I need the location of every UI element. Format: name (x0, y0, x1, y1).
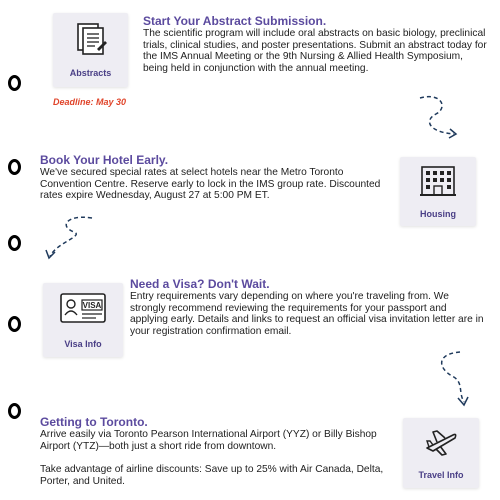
ring-marker-3 (8, 235, 21, 251)
section-body-travel: Arrive easily via Toronto Pearson International Airport (YYZ) or Billy Bishop Airport (YTZ)—both just a short ride from downtown. (40, 429, 377, 452)
card-label-travel: Travel Info (418, 470, 464, 480)
documents-icon (72, 23, 108, 57)
ring-marker-5 (8, 403, 21, 419)
card-label-visa: Visa Info (64, 339, 102, 349)
dashed-arrow-3 (428, 348, 478, 408)
ring-marker-4 (8, 316, 21, 332)
section-body-abstracts: The scientific program will include oral abstracts on basic biology, preclinical trials, clinical studies, and poster presentations. Submit an abstract today for the IMS Annual Meeting or the 9th Nursing & Allied Health Symposium, being held in conjunction with the annual meeting. (143, 28, 487, 74)
card-label-housing: Housing (420, 209, 456, 219)
hotel-building-icon (419, 165, 457, 197)
deadline-note: Deadline: May 30 (53, 97, 127, 107)
section-title-visa[interactable]: Need a Visa? Don't Wait. (130, 277, 270, 291)
section-body-travel-discounts: Take advantage of airline discounts: Save up to 25% with Air Canada, Delta, Porter, and United. (40, 464, 384, 487)
dashed-arrow-2 (38, 212, 98, 262)
airplane-icon (424, 427, 458, 457)
visa-icon-text: VISA (82, 301, 102, 310)
travel-card[interactable] (403, 418, 479, 488)
ring-marker-2 (8, 159, 21, 175)
housing-card[interactable] (400, 157, 476, 226)
section-body-visa: Entry requirements vary depending on where you're traveling from. We strongly recommend reviewing the requirements for your passport and applying early. Details and links to request an official visa invitation letter are in your registration confirmation email. (130, 291, 484, 337)
dashed-arrow-1 (414, 92, 474, 147)
visa-card-icon (60, 293, 106, 323)
abstracts-card[interactable] (53, 13, 128, 87)
section-body-housing: We've secured special rates at select hotels near the Metro Toronto Convention Centre. Reserve early to lock in the IMS group rate. Discounted rates expire Wednesday, August 27 at 5:00 PM ET. (40, 167, 381, 202)
section-title-housing[interactable]: Book Your Hotel Early. (40, 153, 169, 167)
card-label-abstracts: Abstracts (69, 68, 112, 78)
ring-marker-1 (8, 75, 21, 91)
visa-card[interactable] (43, 283, 123, 357)
section-title-travel[interactable]: Getting to Toronto. (40, 415, 148, 429)
section-title-abstracts[interactable]: Start Your Abstract Submission. (143, 14, 327, 28)
